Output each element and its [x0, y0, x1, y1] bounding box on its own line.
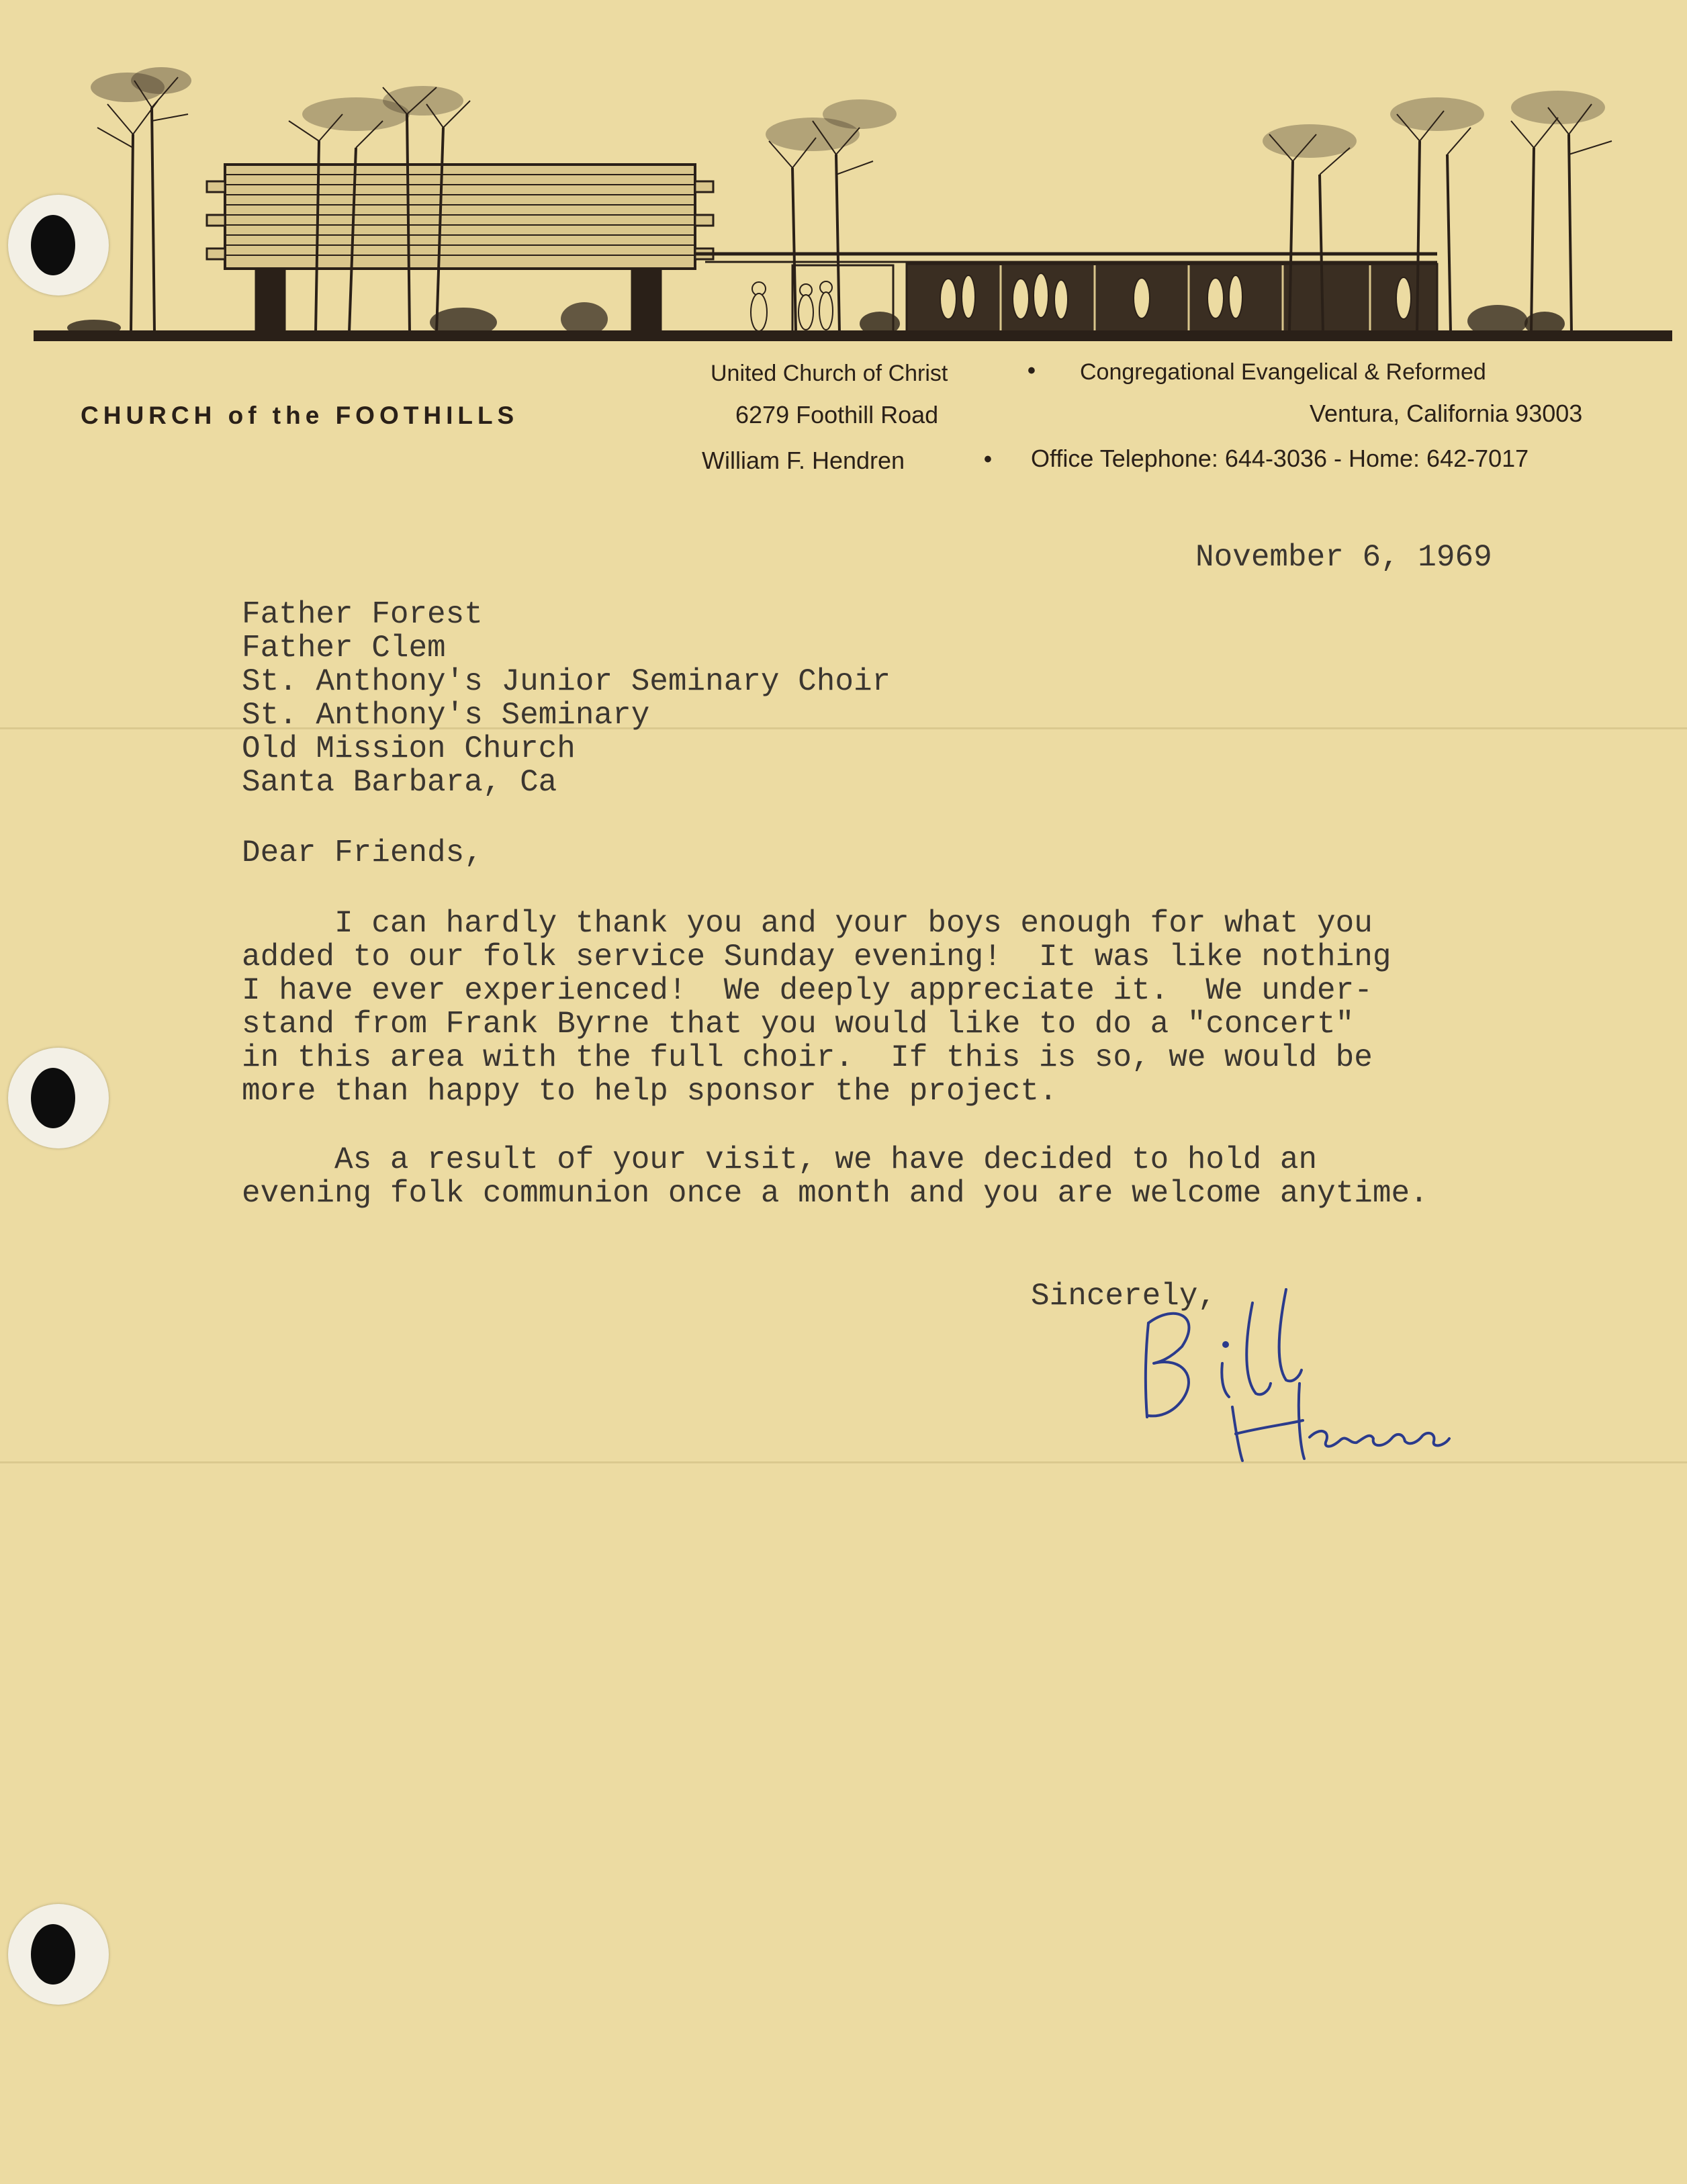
recipient-line: St. Anthony's Junior Seminary Choir	[242, 664, 891, 699]
separator-dot: •	[984, 447, 992, 472]
recipient-line: Santa Barbara, Ca	[242, 765, 557, 800]
body-line: I have ever experienced! We deeply appreciate it. We under-	[242, 973, 1373, 1008]
handwritten-signature	[1128, 1283, 1477, 1464]
body-line: stand from Frank Byrne that you would like to do a "concert"	[242, 1007, 1355, 1042]
city-address: Ventura, California 93003	[1310, 400, 1583, 427]
punch-hole	[8, 1048, 109, 1148]
body-line: evening folk communion once a month and you are welcome anytime.	[242, 1176, 1428, 1211]
salutation: Dear Friends,	[242, 835, 483, 870]
street-address: 6279 Foothill Road	[735, 401, 939, 428]
body-line: in this area with the full choir. If this is so, we would be	[242, 1040, 1373, 1075]
recipient-line: Father Forest	[242, 597, 483, 632]
letter-date: November 6, 1969	[1195, 540, 1492, 575]
church-name: CHURCH of the FOOTHILLS	[81, 402, 519, 429]
recipient-line: Father Clem	[242, 631, 446, 666]
closing: Sincerely,	[1031, 1279, 1217, 1314]
phone-numbers: Office Telephone: 644-3036 - Home: 642-7017	[1031, 445, 1529, 472]
punch-hole	[8, 1904, 109, 2005]
body-line: I can hardly thank you and your boys enough for what you	[242, 906, 1373, 941]
denomination: United Church of Christ	[711, 361, 948, 386]
pastor-name: William F. Hendren	[702, 447, 905, 474]
denomination-detail: Congregational Evangelical & Reformed	[1080, 359, 1486, 385]
body-line: added to our folk service Sunday evening! It was like nothing	[242, 940, 1392, 974]
recipient-line: Old Mission Church	[242, 731, 576, 766]
body-line: As a result of your visit, we have decided to hold an	[242, 1142, 1318, 1177]
separator-dot: •	[1028, 358, 1036, 383]
body-line: more than happy to help sponsor the project.	[242, 1074, 1058, 1109]
recipient-line: St. Anthony's Seminary	[242, 698, 650, 733]
church-building-illustration	[34, 40, 1672, 346]
